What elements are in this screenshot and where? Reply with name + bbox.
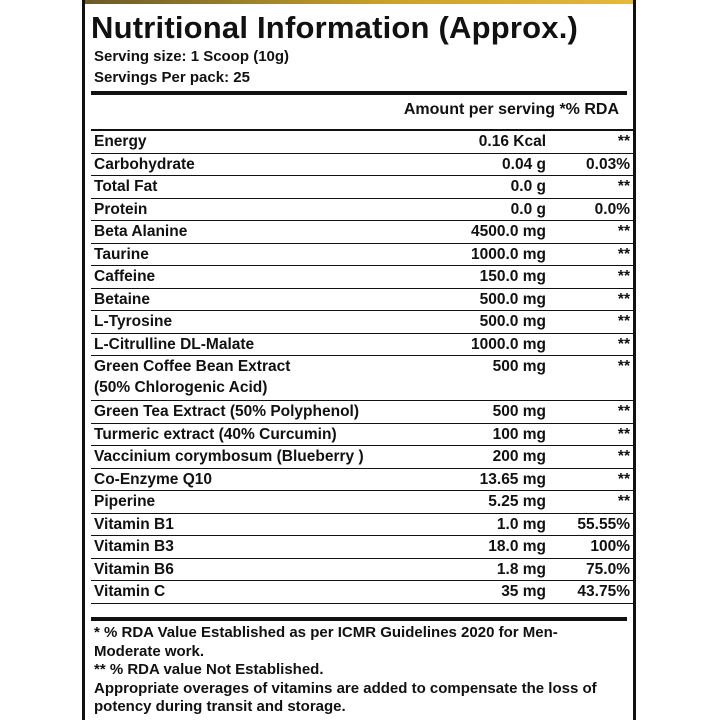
nutrient-name <box>91 468 457 491</box>
table-row <box>91 311 633 334</box>
nutrient-name <box>91 198 457 221</box>
nutrient-name <box>91 153 457 176</box>
nutrient-name <box>91 581 457 604</box>
label-title: Nutritional Information (Approx.) <box>91 10 579 45</box>
nutrient-name-text: Total Fat <box>94 178 158 196</box>
nutrient-name-text: Co-Enzyme Q10 <box>94 470 213 488</box>
nutrient-amount: 5.25 mg <box>457 491 549 514</box>
nutrient-name-text: Taurine <box>94 245 149 263</box>
table-row <box>91 243 633 266</box>
nutrient-name <box>91 130 457 153</box>
nutrient-name-text: Green Tea Extract (50% Polyphenol) <box>94 403 360 421</box>
nutrient-name <box>91 333 457 356</box>
nutrient-rda: 75.0% <box>549 558 633 581</box>
nutrient-amount: 500.0 mg <box>457 288 549 311</box>
footnote-rda-not-established: ** % RDA value Not Established. <box>94 661 324 678</box>
nutrient-amount: 150.0 mg <box>457 266 549 289</box>
nutrient-name-subtext: (50% Chlorogenic Acid) <box>94 379 268 396</box>
nutrient-amount: 100 mg <box>457 423 549 446</box>
table-row <box>91 130 633 153</box>
table-column-header: Amount per serving *% RDA <box>403 101 619 118</box>
table-row <box>91 513 633 536</box>
nutrient-name <box>91 491 457 514</box>
nutrient-amount: 500 mg <box>457 356 549 401</box>
nutrient-rda: 100% <box>549 536 633 559</box>
nutrient-amount: 0.0 g <box>457 198 549 221</box>
table-row <box>91 536 633 559</box>
nutrient-amount: 0.16 Kcal <box>457 130 549 153</box>
header-divider <box>91 91 627 95</box>
nutrient-name <box>91 401 457 424</box>
nutrient-name <box>91 558 457 581</box>
top-accent-bar <box>85 0 633 4</box>
nutrient-name <box>91 356 457 401</box>
table-row <box>91 198 633 221</box>
nutrient-name-text: Vitamin B6 <box>94 560 174 578</box>
table-row <box>91 446 633 469</box>
nutrient-amount: 0.04 g <box>457 153 549 176</box>
nutrient-name-text: Protein <box>94 200 148 218</box>
table-row <box>91 558 633 581</box>
table-row <box>91 468 633 491</box>
nutrient-name-text: Vaccinium corymbosum (Blueberry ) <box>94 448 364 466</box>
nutrient-amount: 500 mg <box>457 401 549 424</box>
table-row <box>91 581 633 604</box>
nutrient-name-text: Turmeric extract (40% Curcumin) <box>94 425 337 443</box>
table-row <box>91 153 633 176</box>
footnote-overages: Appropriate overages of vitamins are added to compensate the loss of potency during transit and storage. <box>94 679 597 715</box>
nutrient-name-text: Vitamin C <box>94 583 166 601</box>
nutrient-rda: ** <box>549 311 633 334</box>
nutrient-rda: ** <box>549 333 633 356</box>
nutrient-amount: 0.0 g <box>457 176 549 199</box>
table-row <box>91 266 633 289</box>
table-row <box>91 288 633 311</box>
nutrient-amount: 13.65 mg <box>457 468 549 491</box>
nutrient-rda: ** <box>549 243 633 266</box>
nutrient-name-text: Piperine <box>94 493 156 511</box>
nutrient-amount: 1.8 mg <box>457 558 549 581</box>
nutrient-name-text: Betaine <box>94 290 150 308</box>
nutrient-rda: 0.03% <box>549 153 633 176</box>
nutrient-name <box>91 288 457 311</box>
table-row <box>91 176 633 199</box>
nutrition-table <box>91 129 633 604</box>
nutrient-amount: 4500.0 mg <box>457 221 549 244</box>
nutrition-label <box>82 0 636 720</box>
nutrient-rda: 0.0% <box>549 198 633 221</box>
nutrient-rda: ** <box>549 266 633 289</box>
table-row <box>91 491 633 514</box>
footnote-rda-icmr: * % RDA Value Established as per ICMR Guidelines 2020 for Men-Moderate work. <box>94 624 558 660</box>
nutrient-amount: 200 mg <box>457 446 549 469</box>
nutrient-name-text: Energy <box>94 133 147 151</box>
nutrient-rda: ** <box>549 491 633 514</box>
nutrient-rda: ** <box>549 221 633 244</box>
table-row <box>91 423 633 446</box>
nutrient-amount: 1000.0 mg <box>457 333 549 356</box>
nutrient-name <box>91 423 457 446</box>
nutrient-name-text: L-Citrulline DL-Malate <box>94 335 255 353</box>
serving-size: Serving size: 1 Scoop (10g) <box>94 48 290 65</box>
table-row <box>91 356 633 401</box>
nutrient-rda: ** <box>549 401 633 424</box>
footer-divider <box>91 617 627 621</box>
nutrient-name <box>91 266 457 289</box>
nutrient-amount: 18.0 mg <box>457 536 549 559</box>
nutrient-amount: 1000.0 mg <box>457 243 549 266</box>
nutrient-rda: ** <box>549 288 633 311</box>
nutrient-name <box>91 536 457 559</box>
servings-per-pack: Servings Per pack: 25 <box>94 69 250 86</box>
table-row <box>91 221 633 244</box>
nutrient-rda: ** <box>549 356 633 401</box>
nutrient-name <box>91 513 457 536</box>
nutrient-rda: 43.75% <box>549 581 633 604</box>
nutrient-name-text: Carbohydrate <box>94 155 195 173</box>
nutrient-name-text: Vitamin B3 <box>94 538 174 556</box>
nutrient-name <box>91 446 457 469</box>
nutrient-rda: ** <box>549 130 633 153</box>
nutrient-name-text: L-Tyrosine <box>94 313 173 331</box>
nutrient-rda: ** <box>549 468 633 491</box>
nutrient-name-text: Vitamin B1 <box>94 515 174 533</box>
nutrient-name-text: Beta Alanine <box>94 223 188 241</box>
nutrient-rda: 55.55% <box>549 513 633 536</box>
nutrient-amount: 500.0 mg <box>457 311 549 334</box>
table-row <box>91 333 633 356</box>
nutrient-amount: 1.0 mg <box>457 513 549 536</box>
footnotes <box>94 624 624 717</box>
nutrient-name-text: Caffeine <box>94 268 156 286</box>
nutrient-rda: ** <box>549 176 633 199</box>
table-row <box>91 401 633 424</box>
nutrient-name <box>91 243 457 266</box>
nutrient-rda: ** <box>549 423 633 446</box>
nutrient-name <box>91 176 457 199</box>
nutrient-name-text: Green Coffee Bean Extract <box>94 358 291 375</box>
nutrient-name <box>91 221 457 244</box>
nutrient-rda: ** <box>549 446 633 469</box>
nutrient-amount: 35 mg <box>457 581 549 604</box>
nutrient-name <box>91 311 457 334</box>
